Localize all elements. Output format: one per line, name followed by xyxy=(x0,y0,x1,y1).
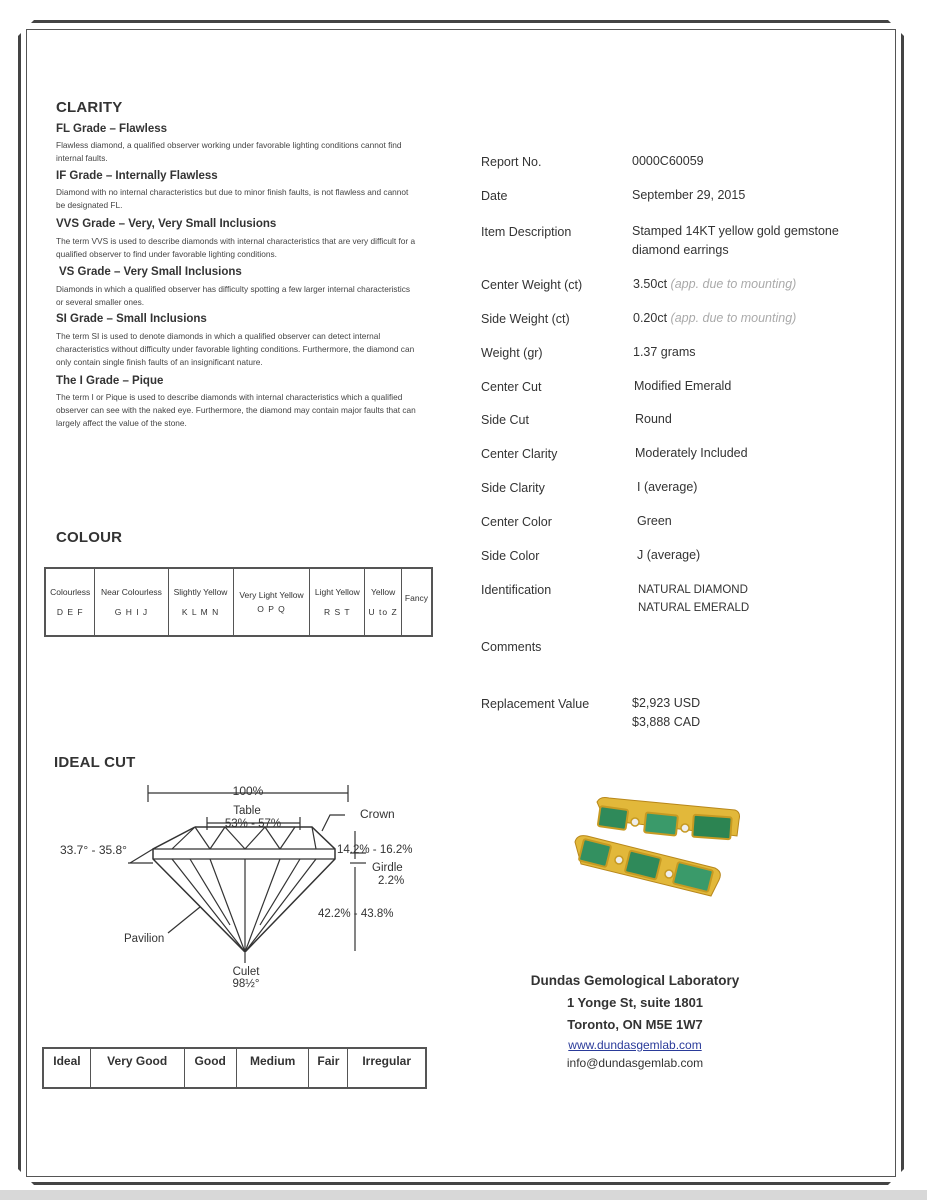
clarity-grade-vs-desc: Diamonds in which a qualified observer has difficulty spotting a few larger internal characteristics or several smaller ones. xyxy=(56,284,411,307)
weight-gr-label: Weight (gr) xyxy=(481,346,543,360)
clarity-grade-vs-heading: VS Grade – Very Small Inclusions xyxy=(59,266,242,278)
clarity-grade-i-desc: The term I or Pique is used to describe diamonds with internal characteristics which a qualified observer can see with the naked eye. Furthermore, the diamond may contain major faults that can largely affect the value of the stone. xyxy=(56,392,416,428)
side-weight-label: Side Weight (ct) xyxy=(481,312,570,326)
cut-grade-table xyxy=(42,1047,427,1089)
clarity-grade-si-heading: SI Grade – Small Inclusions xyxy=(56,313,207,325)
cut-grade-ideal: Ideal xyxy=(43,1048,90,1088)
lab-name: Dundas Gemological Laboratory xyxy=(530,973,740,988)
center-cut-label: Center Cut xyxy=(481,380,542,394)
side-color-value: J (average) xyxy=(637,548,701,562)
identification-label: Identification xyxy=(481,583,552,597)
clarity-grade-fl-desc: Flawless diamond, a qualified observer working under favorable lighting conditions cannot find internal faults. xyxy=(56,140,402,163)
side-cut-value: Round xyxy=(635,412,672,426)
date-value: September 29, 2015 xyxy=(632,188,746,202)
side-weight-value: 0.20ct xyxy=(633,311,668,325)
colour-cell-label: Slightly Yellow xyxy=(173,587,228,597)
cut-table-label: Table xyxy=(233,805,261,817)
colour-scale-table xyxy=(44,567,433,637)
report-no-value: 0000C60059 xyxy=(632,154,704,168)
cut-pavilion-depth: 42.2% - 43.8% xyxy=(318,908,394,920)
report-no-label: Report No. xyxy=(481,155,542,169)
colour-cell-label: Fancy xyxy=(404,593,429,603)
colour-cell-code: O P Q xyxy=(257,604,286,614)
scan-edge xyxy=(0,1190,927,1200)
identification-value-2: NATURAL EMERALD xyxy=(638,602,750,614)
cut-girdle-value: 2.2% xyxy=(378,875,405,887)
comments-label: Comments xyxy=(481,640,542,654)
clarity-title: CLARITY xyxy=(56,99,123,116)
colour-cell-yellow xyxy=(365,568,402,636)
clarity-grade-fl-heading: FL Grade – Flawless xyxy=(56,123,168,135)
clarity-grade-if-desc: Diamond with no internal characteristics but due to minor finish faults, is not flawless and cannot be designated FL. xyxy=(56,187,409,210)
center-clarity-value: Moderately Included xyxy=(635,446,748,460)
weight-gr-value: 1.37 grams xyxy=(633,345,696,359)
colour-cell-slightly-yellow xyxy=(168,568,233,636)
earrings-photo xyxy=(565,790,755,900)
colour-cell-label: Yellow xyxy=(370,587,396,597)
colour-cell-code: D E F xyxy=(56,607,84,617)
center-clarity-label: Center Clarity xyxy=(481,447,558,461)
colour-cell-code: K L M N xyxy=(181,607,220,617)
colour-cell-colourless xyxy=(45,568,95,636)
lab-website-link[interactable]: www.dundasgemlab.com xyxy=(568,1038,702,1052)
side-weight-note: (app. due to mounting) xyxy=(670,311,797,325)
cut-pavilion-label: Pavilion xyxy=(124,933,165,945)
clarity-grade-si-desc: The term SI is used to denote diamonds in which a qualified observer can detect internal characteristics without difficulty under favorable lighting conditions. Furthermore, the diamond can only contain single finish faults of an insignificant nature. xyxy=(56,331,415,367)
cut-grade-medium: Medium xyxy=(236,1048,309,1088)
cut-crown-angle: 33.7° - 35.8° xyxy=(60,843,127,857)
clarity-grade-if-heading: IF Grade – Internally Flawless xyxy=(56,170,218,182)
side-color-label: Side Color xyxy=(481,549,540,563)
center-color-label: Center Color xyxy=(481,515,552,529)
colour-cell-fancy xyxy=(401,568,432,636)
replacement-value-label: Replacement Value xyxy=(481,697,590,711)
cut-girdle-label: Girdle xyxy=(372,862,403,874)
date-label: Date xyxy=(481,189,508,203)
lab-address-line2: Toronto, ON M5E 1W7 xyxy=(567,1017,703,1032)
cut-culet-value: 98½° xyxy=(232,978,260,990)
center-weight-row xyxy=(633,275,796,294)
colour-cell-label: Very Light Yellow xyxy=(239,590,304,600)
colour-cell-code: U to Z xyxy=(368,607,398,617)
cut-total-label: 100% xyxy=(232,784,264,798)
clarity-grade-i-heading: The I Grade – Pique xyxy=(56,375,164,387)
identification-value-1: NATURAL DIAMOND xyxy=(638,584,748,596)
cut-grade-good: Good xyxy=(184,1048,236,1088)
center-color-value: Green xyxy=(637,514,672,528)
center-weight-label: Center Weight (ct) xyxy=(481,278,583,292)
side-clarity-value: I (average) xyxy=(637,480,698,494)
side-weight-row xyxy=(633,309,796,328)
ideal-cut-title: IDEAL CUT xyxy=(54,754,136,771)
colour-cell-near-colourless xyxy=(95,568,168,636)
lab-address-line1: 1 Yonge St, suite 1801 xyxy=(566,995,704,1010)
center-cut-value: Modified Emerald xyxy=(634,379,732,393)
cut-grade-very-good: Very Good xyxy=(90,1048,184,1088)
replacement-value-usd: $2,923 USD xyxy=(632,696,701,710)
center-weight-note: (app. due to mounting) xyxy=(670,277,797,291)
colour-cell-label: Light Yellow xyxy=(314,587,360,597)
colour-cell-code: R S T xyxy=(324,607,351,617)
colour-cell-code: G H I J xyxy=(114,607,149,617)
cut-culet-label: Culet xyxy=(232,966,260,978)
clarity-grade-vvs-heading: VVS Grade – Very, Very Small Inclusions xyxy=(56,218,277,230)
center-weight-value: 3.50ct xyxy=(633,277,668,291)
clarity-grade-vvs-desc: The term VVS is used to describe diamonds with internal characteristics that are very difficult for a qualified observer to find under favorable lighting conditions. xyxy=(56,236,416,259)
lab-email[interactable]: info@dundasgemlab.com xyxy=(566,1056,704,1070)
colour-cell-light-yellow xyxy=(310,568,365,636)
colour-cell-very-light-yellow xyxy=(233,568,310,636)
colour-cell-label: Colourless xyxy=(50,587,91,597)
cut-grade-irregular: Irregular xyxy=(348,1048,426,1088)
replacement-value-cad: $3,888 CAD xyxy=(632,715,701,729)
colour-cell-label: Near Colourless xyxy=(100,587,162,597)
cut-table-range: 53% - 57% xyxy=(224,818,282,830)
side-clarity-label: Side Clarity xyxy=(481,481,545,495)
cut-crown-height: 14.2% - 16.2% xyxy=(337,844,413,856)
cut-grade-fair: Fair xyxy=(309,1048,348,1088)
colour-title: COLOUR xyxy=(56,529,123,546)
item-description-value: Stamped 14KT yellow gold gemstone diamond earrings xyxy=(632,224,839,257)
cut-crown-label: Crown xyxy=(360,807,395,821)
side-cut-label: Side Cut xyxy=(481,413,529,427)
item-description-label: Item Description xyxy=(481,225,572,239)
ideal-cut-diagram xyxy=(50,775,450,995)
